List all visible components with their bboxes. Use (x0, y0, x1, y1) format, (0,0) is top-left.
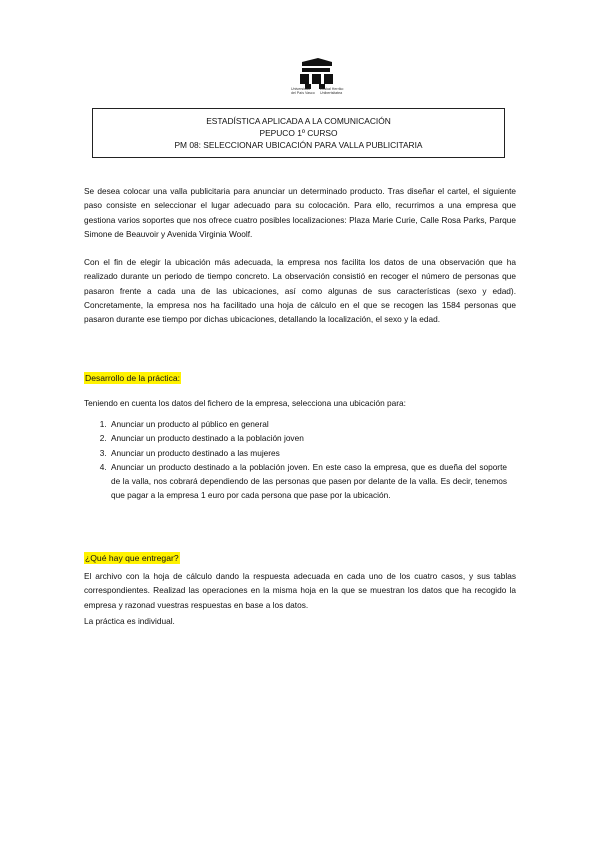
section-heading-deliverables: ¿Qué hay que entregar? (85, 553, 179, 563)
list-item: 1. Anunciar un producto al público en general (109, 417, 507, 431)
list-item: 4. Anunciar un producto destinado a la población joven. En este caso la empresa, que es dueña del soporte de la valla, nos cobrará dependiendo de las personas que pasen por delante de la valla. Es decir, tenemos que pagar a la empresa 1 euro por cada persona que pase por la ubicación. (109, 460, 507, 503)
course-title: ESTADÍSTICA APLICADA A LA COMUNICACIÓN (206, 116, 391, 126)
course-subtitle: PEPUCO 1º CURSO (259, 128, 338, 138)
intro-paragraph-2: Con el fin de elegir la ubicación más adecuada, la empresa nos facilita los datos de una observación que ha realizado durante un periodo de tiempo concreto. La observación consistió en recoger el número de personas que pasaron frente a cada una de las ubicaciones, así como algunas de sus características (sexo y edad). Concretamente, la empresa nos ha facilitado una hoja de cálculo en el que se recogen las 1584 personas que pasaron durante ese tiempo por dichas ubicaciones, detallando la localización, el sexo y la edad. (84, 257, 516, 325)
intro-paragraph-1: Se desea colocar una valla publicitaria para anunciar un determinado producto. Tras diseñar el cartel, el siguiente paso consiste en seleccionar el lugar adecuado para su colocación. Para ello, recurrimos a una empresa que gestiona varios soportes que nos ofrece cuatro posibles localizaciones: Plaza Marie Curie, Calle Rosa Parks, Parque Simone de Beauvoir y Avenida Virginia Woolf. (84, 186, 516, 239)
logo-text-right: Euskal Herriko Unibertsitatea (320, 87, 344, 95)
list-item: 3. Anunciar un producto destinado a las mujeres (109, 446, 507, 460)
deliverables-text: El archivo con la hoja de cálculo dando la respuesta adecuada en cada uno de los cuatro casos, y sus tablas correspondientes. Realizad las operaciones en la misma hoja en la que se muestran los datos que ha recogido la empresa y razonad vuestras respuestas en base a los datos. (84, 571, 516, 610)
practice-title: PM 08: SELECCIONAR UBICACIÓN PARA VALLA PUBLICITARIA (174, 140, 423, 150)
section-intro: Teniendo en cuenta los datos del fichero de la empresa, selecciona una ubicación para: (84, 398, 406, 408)
task-list (84, 417, 507, 503)
section-heading-development: Desarrollo de la práctica: (85, 373, 181, 383)
list-item: 2. Anunciar un producto destinado a la población joven (109, 431, 507, 445)
title-box (92, 108, 505, 158)
logo-text-left: Universidad del País Vasco (291, 87, 315, 95)
individual-note: La práctica es individual. (84, 616, 175, 626)
